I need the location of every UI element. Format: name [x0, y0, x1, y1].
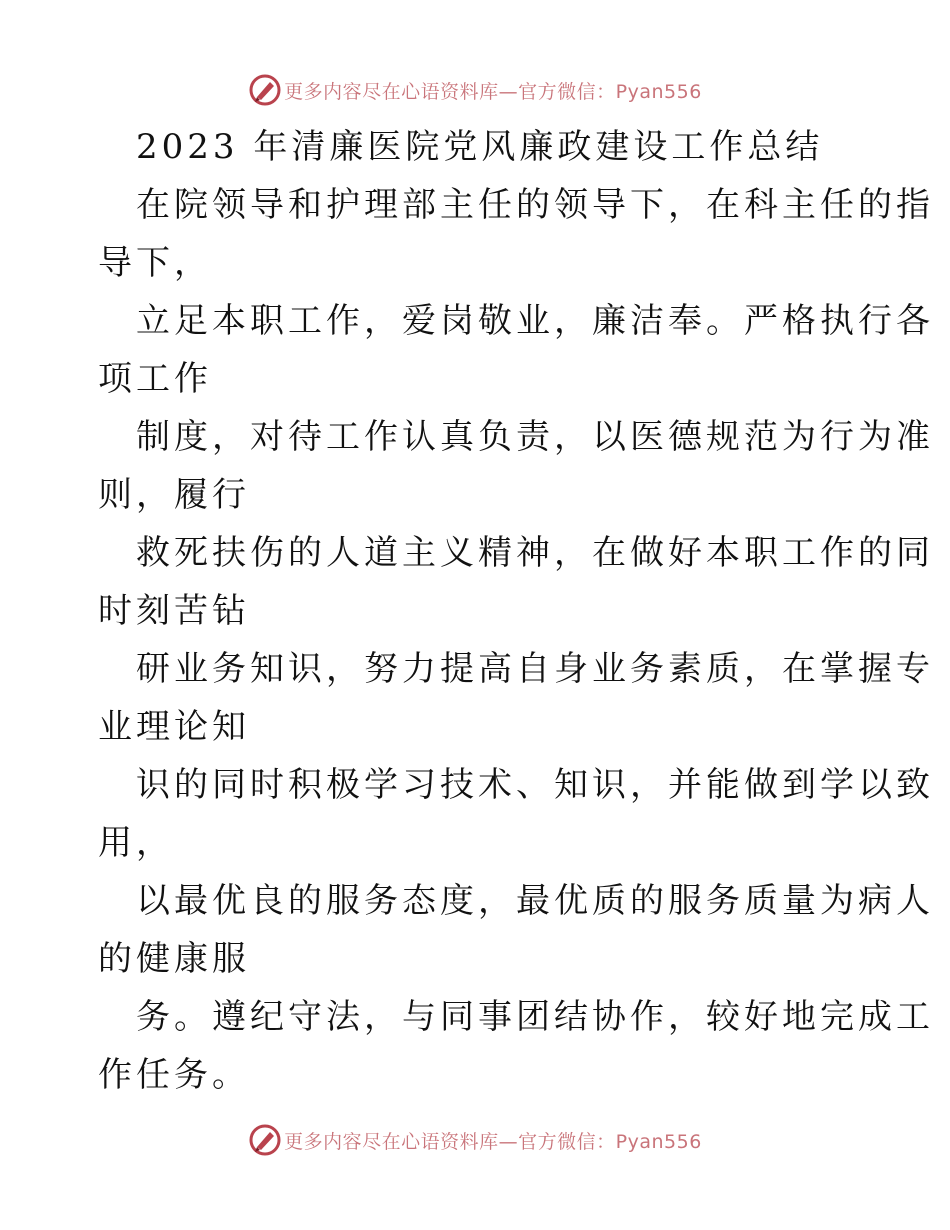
footer-banner-text: 更多内容尽在心语资料库—官方微信：Pyan556	[284, 1130, 702, 1153]
body-line: 用，	[98, 823, 174, 863]
body-line: 制度，对待工作认真负责，以医德规范为行为准	[136, 417, 934, 457]
body-line: 立足本职工作，爱岗敬业，廉洁奉。严格执行各	[136, 301, 934, 341]
body-line: 业理论知	[98, 707, 250, 747]
document-body	[98, 118, 934, 1104]
body-line: 务。遵纪守法，与同事团结协作，较好地完成工	[136, 997, 934, 1037]
body-line: 识的同时积极学习技术、知识，并能做到学以致	[136, 765, 934, 805]
pen-nib-logo-icon	[248, 1123, 282, 1157]
body-line: 时刻苦钻	[98, 591, 250, 631]
header-banner-text: 更多内容尽在心语资料库—官方微信：Pyan556	[284, 80, 702, 103]
body-line: 项工作	[98, 359, 212, 399]
pen-nib-logo-icon	[248, 73, 282, 107]
body-line: 以最优良的服务态度，最优质的服务质量为病人	[136, 881, 934, 921]
document-title: 2023 年清廉医院党风廉政建设工作总结	[136, 127, 824, 167]
body-line: 则，履行	[98, 475, 250, 515]
body-line: 导下，	[98, 243, 212, 283]
body-line: 救死扶伤的人道主义精神，在做好本职工作的同	[136, 533, 934, 573]
body-line: 作任务。	[98, 1055, 250, 1095]
body-line: 研业务知识，努力提高自身业务素质，在掌握专	[136, 649, 934, 689]
header-banner	[0, 70, 950, 110]
footer-banner	[0, 1120, 950, 1160]
body-line: 在院领导和护理部主任的领导下，在科主任的指	[136, 185, 934, 225]
body-line: 的健康服	[98, 939, 250, 979]
